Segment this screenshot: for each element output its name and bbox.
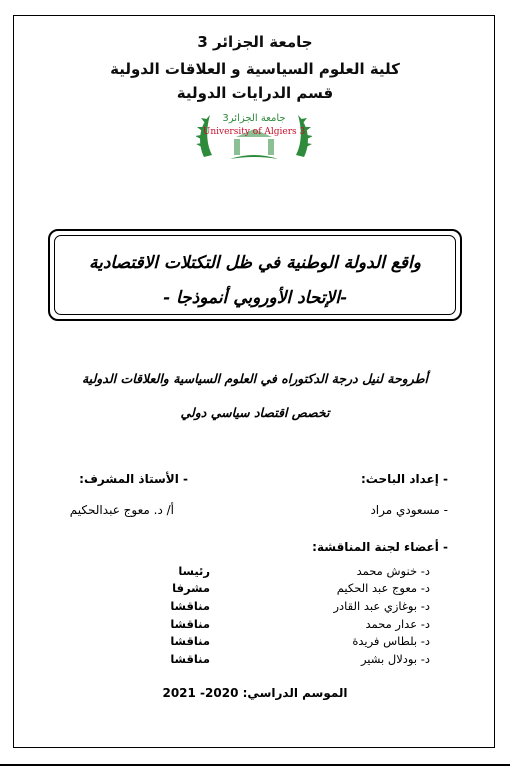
committee-member (0, 652, 510, 668)
member-name: د- خنوش محمد (356, 564, 430, 578)
svg-text:University of Algiers 3: University of Algiers 3 (202, 127, 306, 137)
member-name: د- بوغازي عبد القادر (333, 599, 430, 613)
university-logo-icon (196, 107, 312, 165)
member-name: د- بلطاس فريدة (352, 634, 430, 648)
academic-year: الموسم الدراسي: 2020- 2021 (162, 686, 348, 700)
committee-member (0, 581, 510, 597)
member-role: مناقشا (170, 652, 210, 666)
committee-member (0, 634, 510, 650)
committee-label: - أعضاء لجنة المناقشة: (312, 540, 448, 554)
thesis-title-line-2: -الإتحاد الأوروبي أنموذجا - (162, 288, 347, 308)
supervisor-name: أ/ د. معوج عبدالحكيم (69, 503, 174, 517)
department-name: قسم الدرايات الدولية (176, 84, 334, 102)
university-name: جامعة الجزائر 3 (197, 33, 313, 51)
committee-member (0, 564, 510, 580)
thesis-title-line-1: واقع الدولة الوطنية في ظل التكتلات الاقتصادية (89, 253, 421, 273)
member-role: مشرفا (172, 581, 210, 595)
member-role: مناقشا (170, 617, 210, 631)
researcher-name: - مسعودي مراد (370, 503, 448, 517)
thesis-purpose: أطروحة لنيل درجة الدكتوراه في العلوم السياسية والعلاقات الدولية (81, 371, 429, 386)
member-role: مناقشا (170, 599, 210, 613)
svg-text:جامعة الجزائر3: جامعة الجزائر3 (222, 113, 286, 124)
member-name: د- عدار محمد (365, 617, 430, 631)
researcher-label: - إعداد الباحث: (360, 472, 448, 486)
member-role: مناقشا (170, 634, 210, 648)
university-logo (196, 107, 312, 165)
faculty-name: كلية العلوم السياسية و العلاقات الدولية (110, 60, 400, 78)
committee-member (0, 599, 510, 615)
supervisor-label: - الأستاذ المشرف: (79, 472, 188, 486)
committee-member (0, 617, 510, 633)
bottom-rule (0, 764, 510, 766)
member-role: رئيسا (178, 564, 210, 578)
thesis-specialty: تخصص اقتصاد سياسي دولي (180, 405, 330, 420)
thesis-title-box (48, 229, 462, 321)
member-name: د- معوج عبد الحكيم (336, 581, 430, 595)
member-name: د- بودلال بشير (360, 652, 430, 666)
